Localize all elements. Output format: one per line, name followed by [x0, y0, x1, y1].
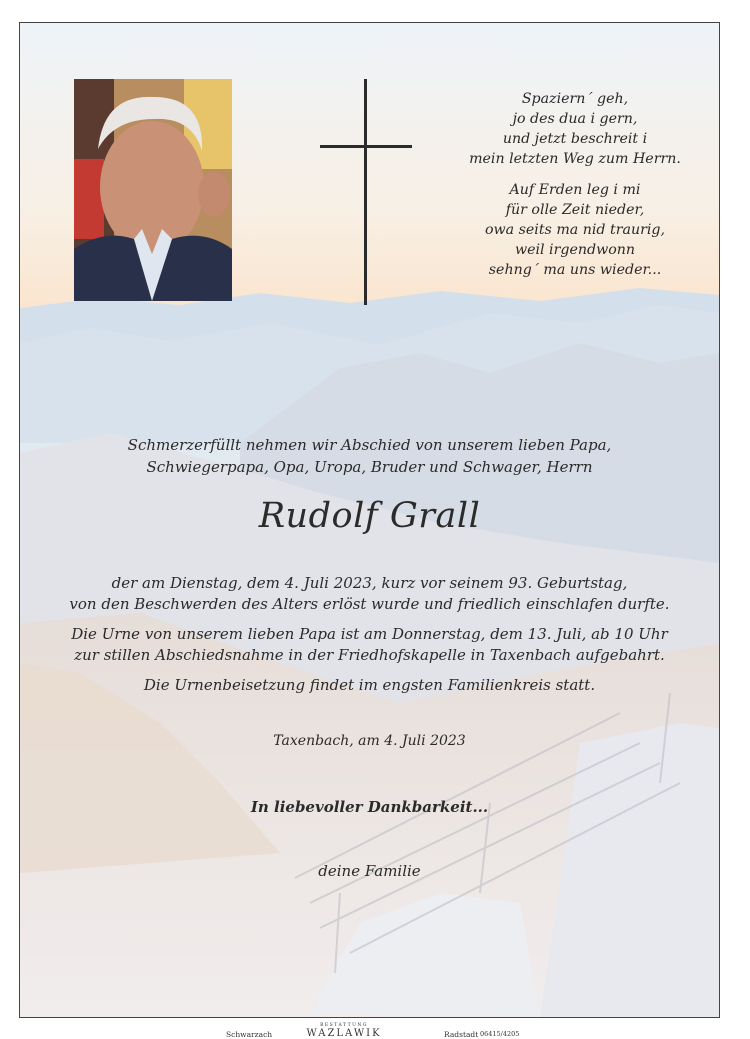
- poem: [450, 89, 700, 291]
- intro-text: [20, 434, 719, 478]
- poem-line: und jetzt beschreit i: [502, 131, 648, 147]
- footer-phone: 06415/4205: [480, 1030, 520, 1038]
- paragraph-urn: [20, 624, 719, 666]
- footer-location-left: Schwarzach: [226, 1030, 273, 1039]
- body-line: Die Urne von unserem lieben Papa ist am Donnerstag, dem 13. Juli, ab 10 Uhr: [71, 625, 668, 643]
- footer: [0, 1020, 750, 1038]
- body-line: von den Beschwerden des Alters erlöst wurde und friedlich einschlafen durfte.: [69, 595, 670, 613]
- body-line: zur stillen Abschiedsnahme in der Friedhofskapelle in Taxenbach aufgebahrt.: [74, 646, 665, 664]
- poem-line: für olle Zeit nieder,: [505, 202, 645, 218]
- announcement-body: [20, 573, 719, 705]
- poem-stanza-1: [450, 89, 700, 169]
- footer-brand-tagline: BESTATTUNG: [320, 1023, 368, 1028]
- body-line: der am Dienstag, dem 4. Juli 2023, kurz vor seinem 93. Geburtstag,: [111, 574, 628, 592]
- poem-line: jo des dua i gern,: [512, 111, 638, 127]
- poem-line: Spaziern´ geh,: [521, 91, 629, 107]
- poem-line: sehng´ ma uns wieder...: [488, 262, 662, 278]
- poem-line: owa seits ma nid traurig,: [484, 222, 666, 238]
- footer-brand-logo: WAZLAWIK: [306, 1028, 382, 1039]
- place-date: Taxenbach, am 4. Juli 2023: [273, 733, 466, 749]
- poem-stanza-2: [450, 180, 700, 280]
- poem-line: Auf Erden leg i mi: [509, 182, 641, 198]
- body-line: Die Urnenbeisetzung findet im engsten Familienkreis statt.: [143, 676, 596, 694]
- footer-location-right: Radstadt: [444, 1030, 479, 1039]
- intro-line: Schmerzerfüllt nehmen wir Abschied von unserem lieben Papa,: [127, 436, 612, 454]
- poem-line: mein letzten Weg zum Herrn.: [469, 151, 681, 167]
- parte-card: [19, 22, 720, 1018]
- poem-line: weil irgendwonn: [514, 242, 636, 258]
- portrait-photo: [74, 79, 232, 301]
- family-signature: deine Familie: [318, 862, 421, 880]
- thanks-line: In liebevoller Dankbarkeit...: [250, 798, 489, 816]
- paragraph-burial: [20, 675, 719, 696]
- paragraph-death: [20, 573, 719, 615]
- intro-line: Schwiegerpapa, Opa, Uropa, Bruder und Schwager, Herrn: [146, 458, 593, 476]
- deceased-name: Rudolf Grall: [258, 496, 481, 536]
- cross-icon: [320, 79, 412, 305]
